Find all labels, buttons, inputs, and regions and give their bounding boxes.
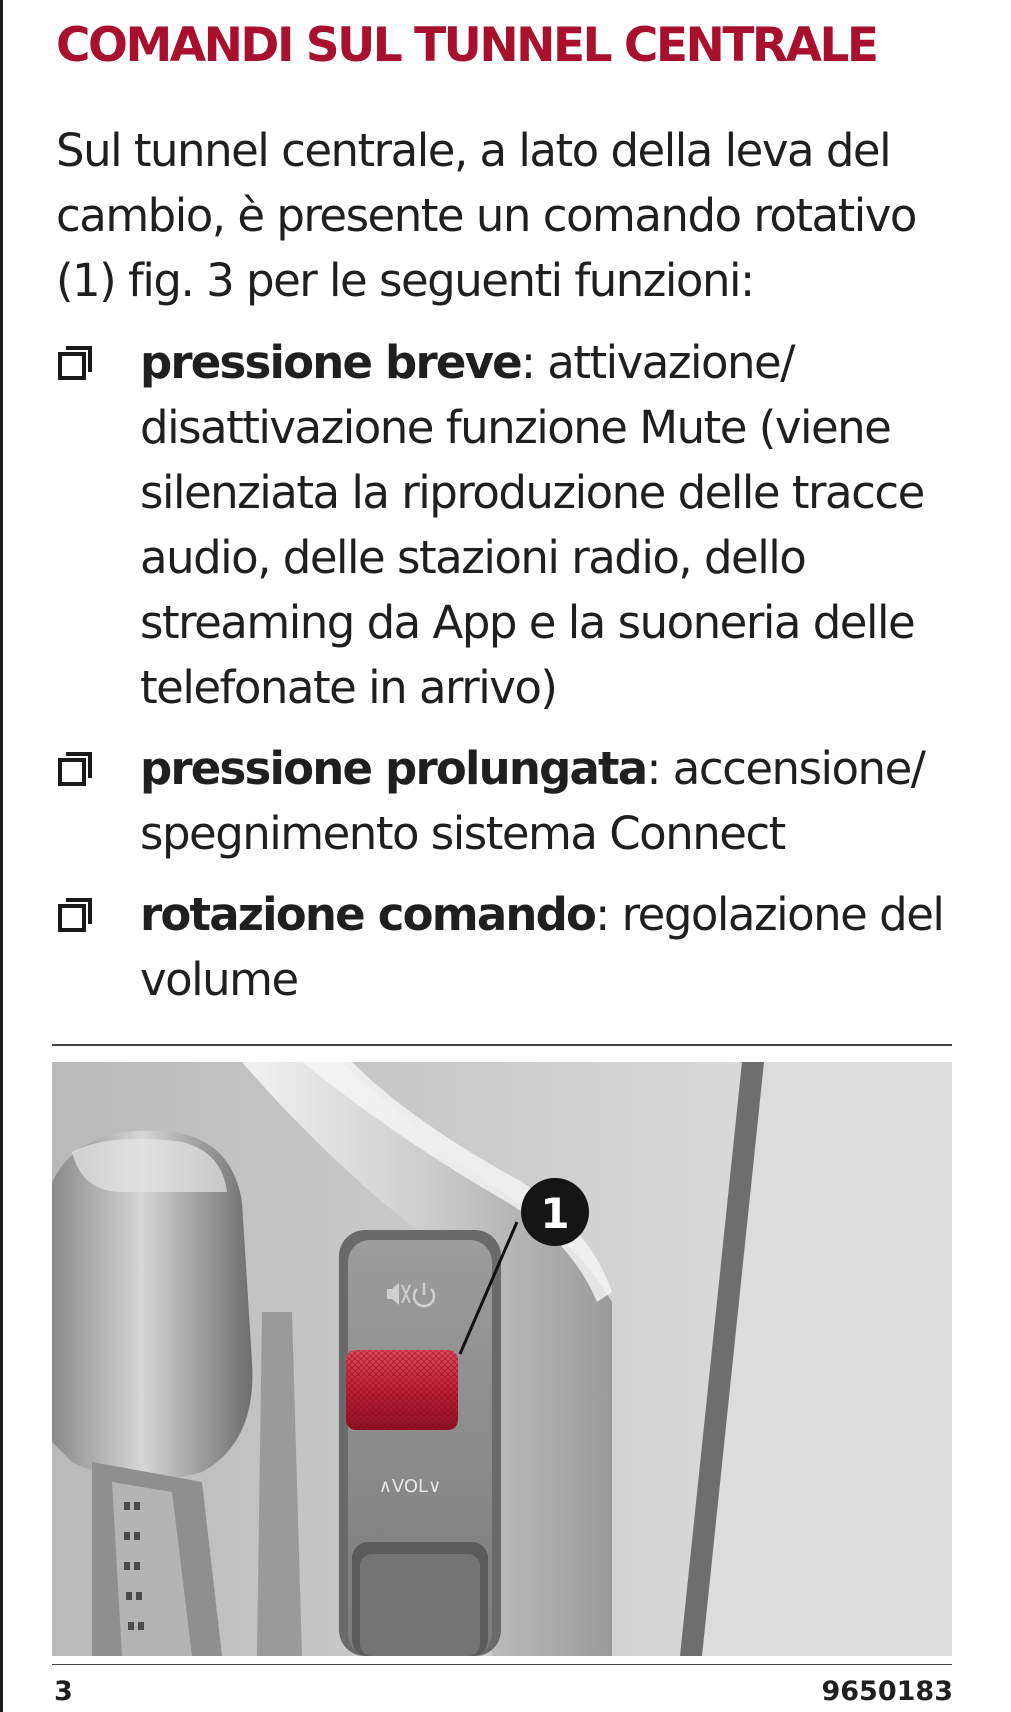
callout-number: 1 [540, 1189, 570, 1238]
list-item [56, 330, 961, 720]
bullet-term: pressione breve [140, 336, 521, 389]
list-item [56, 882, 961, 1012]
page-number: 3 [54, 1676, 73, 1707]
checkbox-icon [58, 898, 92, 932]
page-edge-rule [0, 0, 3, 1712]
function-list [56, 330, 961, 1012]
footer-rule [52, 1664, 952, 1665]
section-title: COMANDI SUL TUNNEL CENTRALE [56, 18, 877, 73]
checkbox-icon [58, 752, 92, 786]
bullet-text: : attivazione/ disattivazione funzione Mute (viene silenziata la riproduzione delle tracce audio, delle stazioni radio, dello streaming da App e la suoneria delle telefonate in arrivo) [140, 336, 924, 714]
figure-tunnel-controls [52, 1062, 952, 1656]
figure-top-rule [52, 1044, 952, 1046]
figure-illustration [52, 1062, 952, 1656]
list-item [56, 736, 961, 866]
checkbox-icon [58, 346, 92, 380]
bullet-text: : accensione/ spegnimento sistema Connect [140, 742, 925, 860]
bullet-term: pressione prolungata [140, 742, 647, 795]
document-code: 9650183 [821, 1676, 953, 1707]
bullet-text: : regolazione del volume [140, 888, 944, 1006]
bullet-term: rotazione comando [140, 888, 596, 941]
intro-paragraph: Sul tunnel centrale, a lato della leva del cambio, è presente un comando rotativo (1) fig. 3 per le seguenti funzioni: [56, 124, 916, 307]
vol-label: ∧VOL∨ [378, 1476, 442, 1497]
